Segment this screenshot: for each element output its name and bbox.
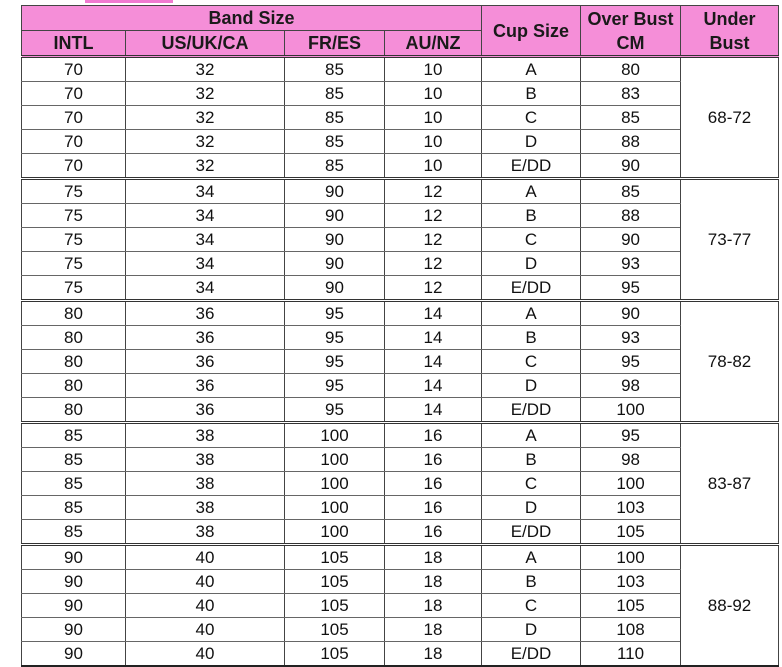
intl-header: INTL (22, 31, 126, 57)
intl-cell: 75 (22, 252, 126, 276)
fr-es-cell: 85 (285, 57, 385, 82)
under-bust-cell: 78-82 (681, 301, 779, 423)
us-uk-ca-cell: 32 (126, 130, 285, 154)
table-row (22, 496, 779, 520)
table-row (22, 642, 779, 667)
band-size-header: Band Size (22, 6, 482, 31)
table-row (22, 276, 779, 301)
over-bust-cell: 103 (581, 496, 681, 520)
us-uk-ca-cell: 36 (126, 326, 285, 350)
au-nz-cell: 14 (385, 326, 482, 350)
size-group (22, 179, 779, 301)
over-bust-cell: 88 (581, 130, 681, 154)
table-row (22, 204, 779, 228)
fr-es-cell: 100 (285, 448, 385, 472)
over-bust-cell: 80 (581, 57, 681, 82)
au-nz-cell: 16 (385, 496, 482, 520)
au-nz-cell: 18 (385, 618, 482, 642)
fr-es-cell: 105 (285, 594, 385, 618)
us-uk-ca-cell: 32 (126, 82, 285, 106)
intl-cell: 90 (22, 594, 126, 618)
intl-cell: 90 (22, 545, 126, 570)
cup-size-cell: C (482, 106, 581, 130)
over-bust-line-2: CM (616, 32, 645, 53)
us-uk-ca-cell: 40 (126, 594, 285, 618)
intl-cell: 85 (22, 472, 126, 496)
fr-es-cell: 100 (285, 496, 385, 520)
over-bust-cell: 100 (581, 545, 681, 570)
au-nz-cell: 18 (385, 642, 482, 667)
fr-es-cell: 85 (285, 82, 385, 106)
cup-size-cell: D (482, 496, 581, 520)
table-row (22, 326, 779, 350)
cup-size-cell: D (482, 130, 581, 154)
over-bust-cell: 100 (581, 472, 681, 496)
cup-size-cell: E/DD (482, 154, 581, 179)
fr-es-cell: 95 (285, 350, 385, 374)
us-uk-ca-cell: 36 (126, 374, 285, 398)
intl-cell: 85 (22, 520, 126, 545)
intl-cell: 80 (22, 374, 126, 398)
over-bust-cell: 90 (581, 301, 681, 326)
over-bust-cell: 110 (581, 642, 681, 667)
over-bust-cell: 105 (581, 520, 681, 545)
table-row (22, 618, 779, 642)
cup-size-cell: C (482, 472, 581, 496)
table-row (22, 520, 779, 545)
cup-size-cell: C (482, 594, 581, 618)
cup-size-cell: C (482, 350, 581, 374)
over-bust-cell: 88 (581, 204, 681, 228)
intl-cell: 70 (22, 82, 126, 106)
table-row (22, 545, 779, 570)
size-group (22, 423, 779, 545)
table-row (22, 448, 779, 472)
au-nz-cell: 12 (385, 228, 482, 252)
over-bust-cell: 85 (581, 179, 681, 204)
table-row (22, 252, 779, 276)
size-group (22, 301, 779, 423)
intl-cell: 90 (22, 642, 126, 667)
cup-size-cell: D (482, 374, 581, 398)
over-bust-cell: 93 (581, 326, 681, 350)
fr-es-cell: 100 (285, 423, 385, 448)
fr-es-cell: 105 (285, 642, 385, 667)
fr-es-cell: 95 (285, 326, 385, 350)
intl-cell: 75 (22, 276, 126, 301)
table-row (22, 179, 779, 204)
us-uk-ca-cell: 34 (126, 228, 285, 252)
over-bust-cell: 93 (581, 252, 681, 276)
cup-size-cell: B (482, 204, 581, 228)
fr-es-cell: 105 (285, 618, 385, 642)
au-nz-cell: 18 (385, 545, 482, 570)
us-uk-ca-header: US/UK/CA (126, 31, 285, 57)
over-bust-cell: 83 (581, 82, 681, 106)
au-nz-cell: 12 (385, 204, 482, 228)
us-uk-ca-cell: 40 (126, 642, 285, 667)
us-uk-ca-cell: 34 (126, 276, 285, 301)
us-uk-ca-cell: 32 (126, 106, 285, 130)
cup-size-cell: A (482, 57, 581, 82)
under-bust-line-2: Bust (709, 32, 750, 53)
intl-cell: 80 (22, 301, 126, 326)
over-bust-cell: 105 (581, 594, 681, 618)
intl-cell: 75 (22, 228, 126, 252)
intl-cell: 80 (22, 398, 126, 423)
over-bust-cell: 100 (581, 398, 681, 423)
au-nz-cell: 14 (385, 350, 482, 374)
fr-es-cell: 90 (285, 252, 385, 276)
us-uk-ca-cell: 38 (126, 472, 285, 496)
intl-cell: 70 (22, 130, 126, 154)
under-bust-cell: 73-77 (681, 179, 779, 301)
us-uk-ca-cell: 34 (126, 204, 285, 228)
fr-es-cell: 90 (285, 204, 385, 228)
au-nz-cell: 14 (385, 301, 482, 326)
over-bust-cell: 90 (581, 154, 681, 179)
cup-size-cell: C (482, 228, 581, 252)
fr-es-cell: 95 (285, 374, 385, 398)
table-row (22, 228, 779, 252)
under-bust-header (681, 6, 779, 57)
table-row (22, 350, 779, 374)
over-bust-cell: 108 (581, 618, 681, 642)
au-nz-cell: 16 (385, 520, 482, 545)
au-nz-cell: 14 (385, 374, 482, 398)
fr-es-cell: 105 (285, 570, 385, 594)
table-row (22, 423, 779, 448)
cup-size-cell: E/DD (482, 642, 581, 667)
over-bust-cell: 85 (581, 106, 681, 130)
table-row (22, 301, 779, 326)
cup-size-cell: E/DD (482, 276, 581, 301)
us-uk-ca-cell: 38 (126, 423, 285, 448)
table-row (22, 398, 779, 423)
au-nz-cell: 18 (385, 570, 482, 594)
table-row (22, 594, 779, 618)
au-nz-cell: 12 (385, 276, 482, 301)
intl-cell: 85 (22, 423, 126, 448)
cup-size-cell: B (482, 326, 581, 350)
us-uk-ca-cell: 40 (126, 545, 285, 570)
au-nz-cell: 10 (385, 57, 482, 82)
intl-cell: 90 (22, 618, 126, 642)
table-row (22, 106, 779, 130)
intl-cell: 85 (22, 448, 126, 472)
au-nz-cell: 10 (385, 130, 482, 154)
over-bust-cell: 95 (581, 350, 681, 374)
cup-size-cell: B (482, 82, 581, 106)
cup-size-cell: A (482, 545, 581, 570)
cup-size-cell: E/DD (482, 520, 581, 545)
intl-cell: 85 (22, 496, 126, 520)
intl-cell: 90 (22, 570, 126, 594)
us-uk-ca-cell: 34 (126, 252, 285, 276)
table-row (22, 82, 779, 106)
fr-es-cell: 90 (285, 228, 385, 252)
pink-tab-accent (85, 0, 173, 3)
table-row (22, 154, 779, 179)
au-nz-header: AU/NZ (385, 31, 482, 57)
us-uk-ca-cell: 32 (126, 154, 285, 179)
fr-es-cell: 100 (285, 520, 385, 545)
au-nz-cell: 10 (385, 106, 482, 130)
intl-cell: 75 (22, 179, 126, 204)
table-row (22, 374, 779, 398)
us-uk-ca-cell: 36 (126, 398, 285, 423)
table-row (22, 130, 779, 154)
fr-es-cell: 100 (285, 472, 385, 496)
over-bust-header (581, 6, 681, 57)
over-bust-cell: 95 (581, 276, 681, 301)
au-nz-cell: 12 (385, 179, 482, 204)
us-uk-ca-cell: 34 (126, 179, 285, 204)
au-nz-cell: 14 (385, 398, 482, 423)
cup-size-cell: D (482, 252, 581, 276)
us-uk-ca-cell: 38 (126, 520, 285, 545)
over-bust-cell: 90 (581, 228, 681, 252)
under-bust-cell: 83-87 (681, 423, 779, 545)
intl-cell: 75 (22, 204, 126, 228)
fr-es-cell: 90 (285, 276, 385, 301)
under-bust-cell: 88-92 (681, 545, 779, 667)
size-group (22, 57, 779, 179)
under-bust-line-1: Under (703, 8, 756, 29)
over-bust-cell: 95 (581, 423, 681, 448)
au-nz-cell: 12 (385, 252, 482, 276)
us-uk-ca-cell: 36 (126, 301, 285, 326)
intl-cell: 80 (22, 326, 126, 350)
au-nz-cell: 10 (385, 154, 482, 179)
intl-cell: 80 (22, 350, 126, 374)
cup-size-cell: A (482, 301, 581, 326)
cup-size-cell: D (482, 618, 581, 642)
au-nz-cell: 16 (385, 472, 482, 496)
fr-es-cell: 85 (285, 130, 385, 154)
over-bust-line-1: Over Bust (587, 8, 674, 29)
fr-es-cell: 105 (285, 545, 385, 570)
fr-es-cell: 95 (285, 301, 385, 326)
au-nz-cell: 16 (385, 423, 482, 448)
au-nz-cell: 16 (385, 448, 482, 472)
fr-es-cell: 85 (285, 154, 385, 179)
intl-cell: 70 (22, 57, 126, 82)
us-uk-ca-cell: 38 (126, 496, 285, 520)
fr-es-cell: 95 (285, 398, 385, 423)
over-bust-cell: 98 (581, 448, 681, 472)
cup-size-cell: B (482, 448, 581, 472)
us-uk-ca-cell: 40 (126, 618, 285, 642)
intl-cell: 70 (22, 154, 126, 179)
bra-size-chart (21, 5, 779, 667)
over-bust-cell: 98 (581, 374, 681, 398)
table-row (22, 57, 779, 82)
us-uk-ca-cell: 40 (126, 570, 285, 594)
au-nz-cell: 18 (385, 594, 482, 618)
over-bust-cell: 103 (581, 570, 681, 594)
intl-cell: 70 (22, 106, 126, 130)
cup-size-cell: A (482, 423, 581, 448)
cup-size-header: Cup Size (482, 6, 581, 57)
fr-es-header: FR/ES (285, 31, 385, 57)
table-row (22, 570, 779, 594)
cup-size-cell: B (482, 570, 581, 594)
cup-size-cell: E/DD (482, 398, 581, 423)
us-uk-ca-cell: 32 (126, 57, 285, 82)
size-group (22, 545, 779, 667)
us-uk-ca-cell: 38 (126, 448, 285, 472)
fr-es-cell: 85 (285, 106, 385, 130)
fr-es-cell: 90 (285, 179, 385, 204)
au-nz-cell: 10 (385, 82, 482, 106)
under-bust-cell: 68-72 (681, 57, 779, 179)
us-uk-ca-cell: 36 (126, 350, 285, 374)
cup-size-cell: A (482, 179, 581, 204)
table-row (22, 472, 779, 496)
